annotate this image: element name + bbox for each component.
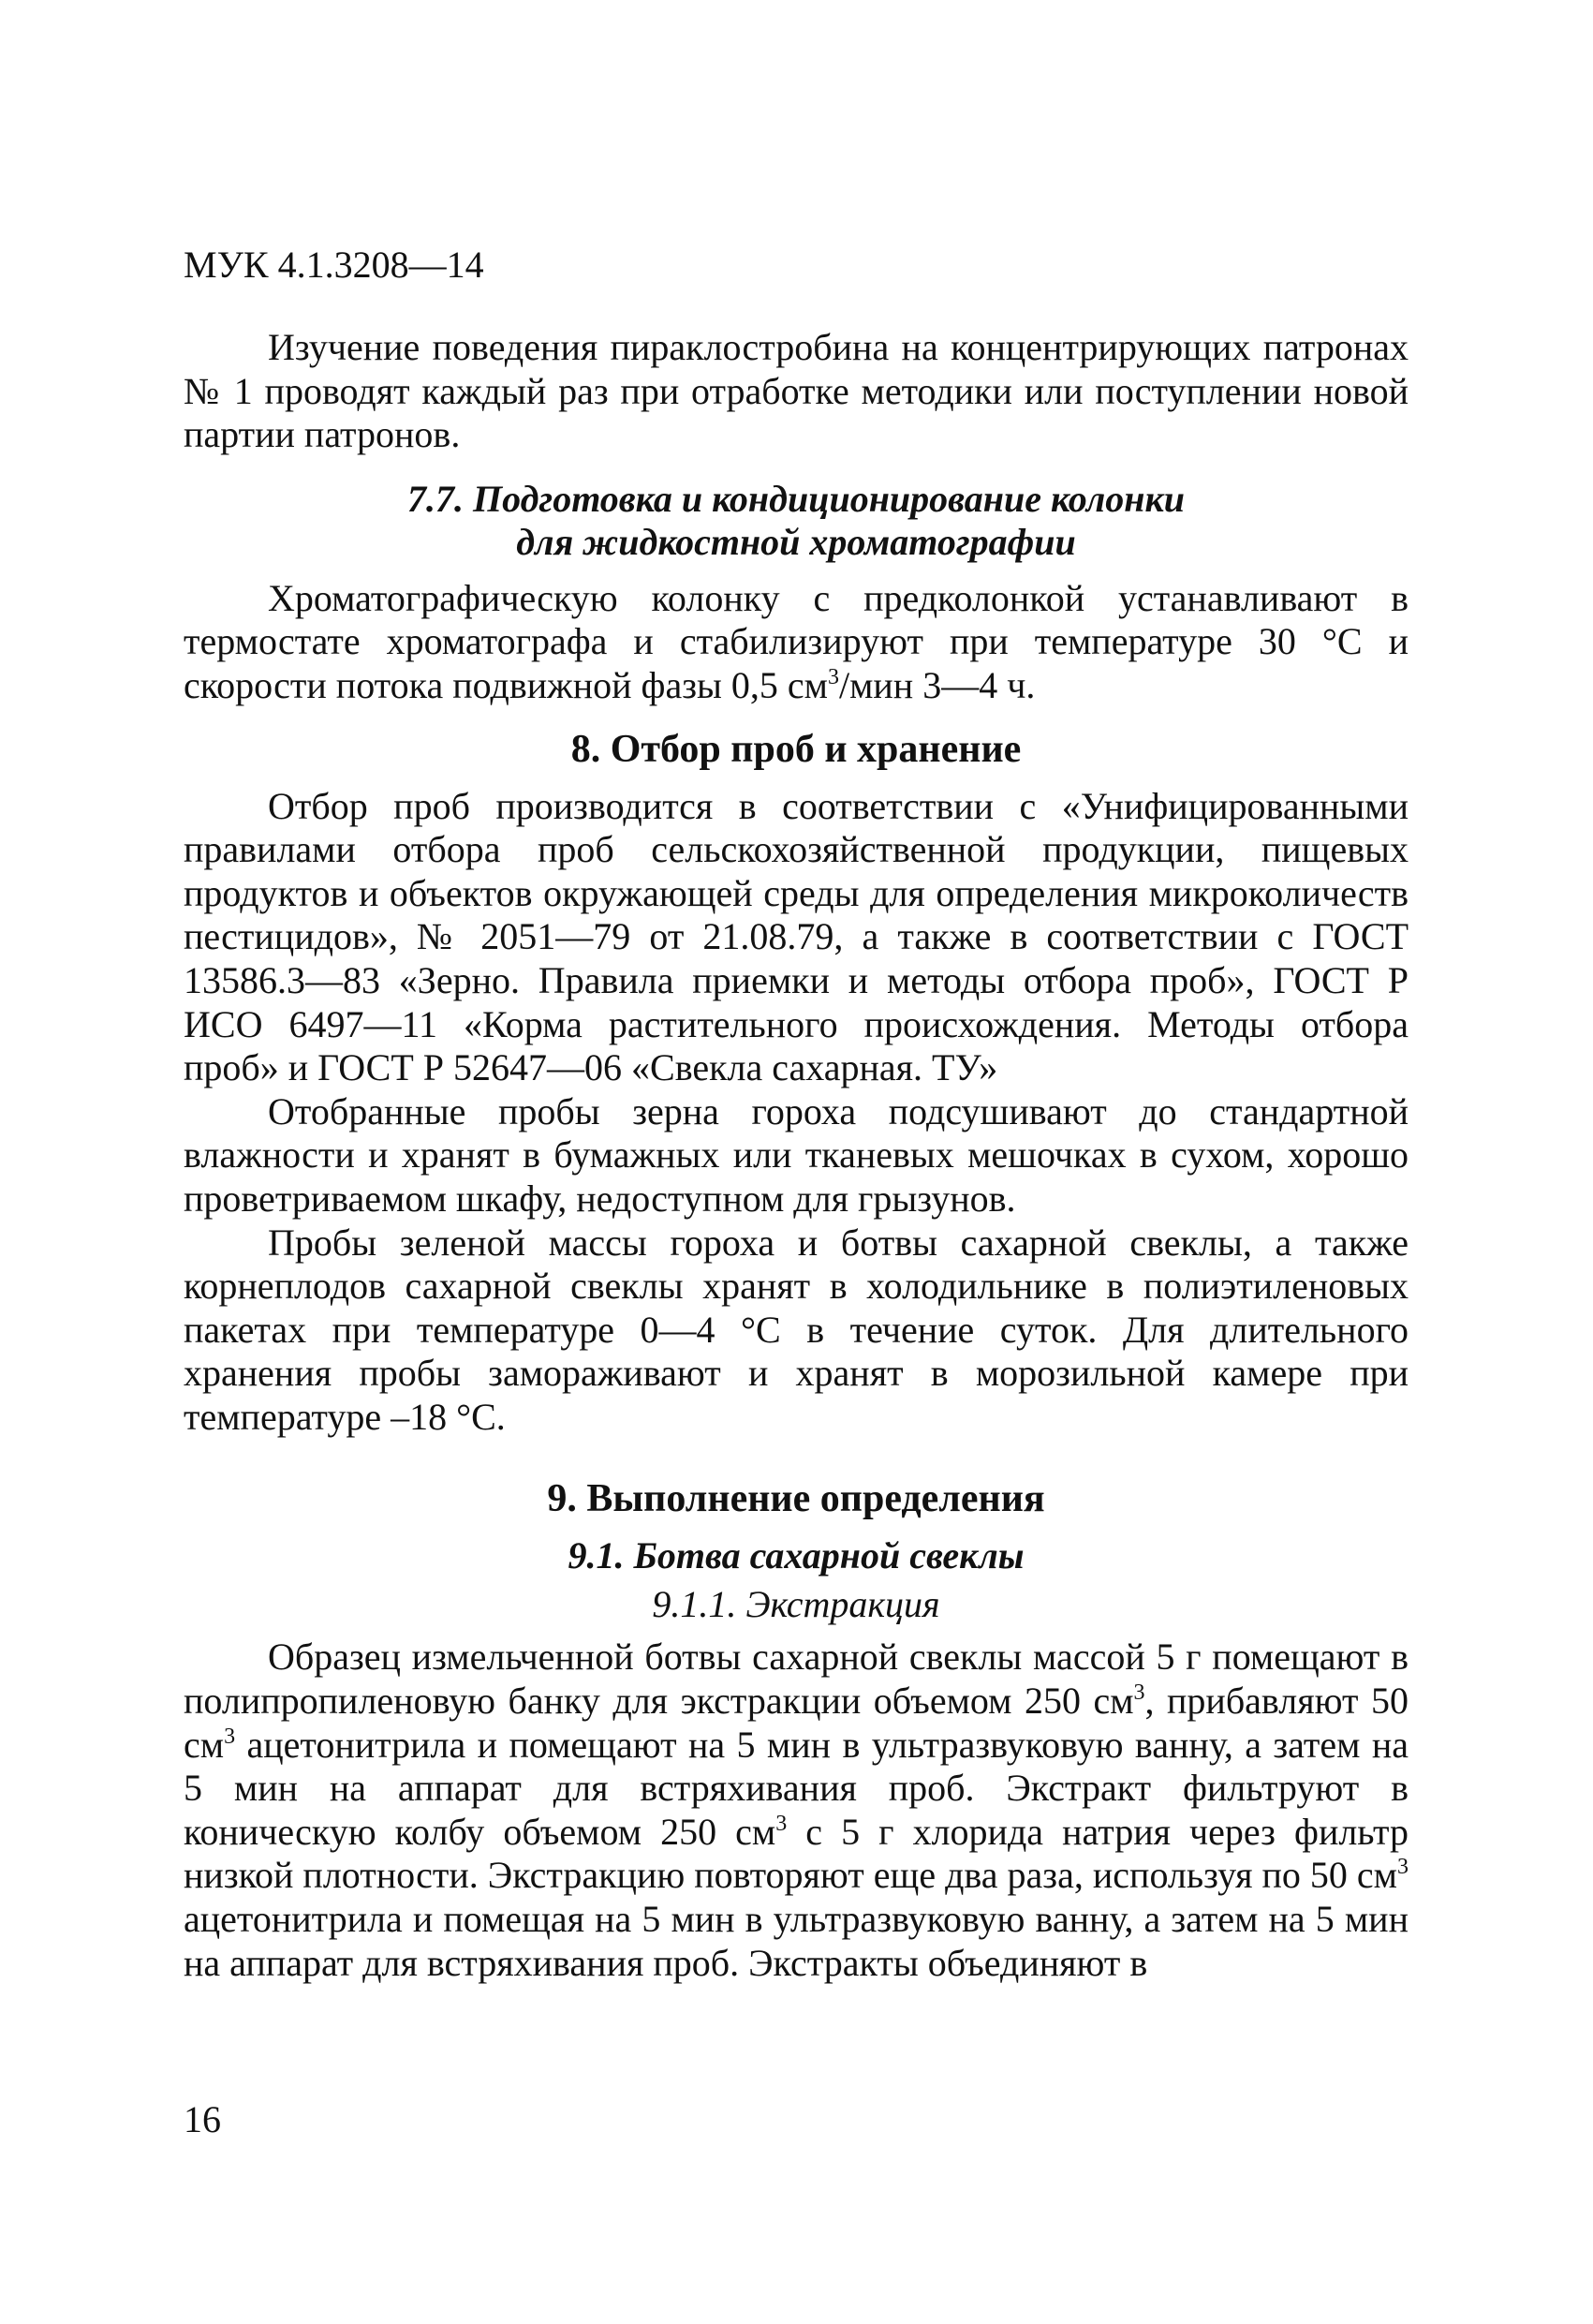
text-run: с 5 г хлорида натрия через фильтр низкой плотности. Экстракцию повторяют еще два раза, используя по 50 см xyxy=(184,1810,1409,1897)
text-run: , прибавляют 50 см xyxy=(184,1680,1409,1766)
heading-7-7-line-1: 7.7. Подготовка и кондиционирование колонки xyxy=(407,477,1185,520)
paragraph-extraction xyxy=(184,1636,1409,1985)
heading-7-7 xyxy=(184,478,1409,564)
heading-9-1: 9.1. Ботва сахарной свеклы xyxy=(568,1534,1025,1577)
paragraph-pea-grain-storage: Отобранные пробы зерна гороха подсушивают до стандартной влажности и хранят в бумажных или тканевых мешочках в сухом, хорошо проветриваемом шкафу, недоступном для грызунов. xyxy=(184,1089,1409,1220)
document-code: МУК 4.1.3208—14 xyxy=(184,244,484,286)
text-run: Образец измельченной ботвы сахарной свеклы массой 5 г помещают в полипропиленовую банку для экстракции объемом 250 см xyxy=(184,1636,1409,1723)
heading-7-7-line-2: для жидкостной хроматографии xyxy=(516,520,1076,563)
text-run: ацетонитрила и помещают на 5 мин в ультразвуковую ванну, а затем на 5 мин на аппарат для встряхивания проб. Экстракт фильтруют в коническую колбу объемом 250 см xyxy=(184,1723,1409,1853)
paragraph-sampling-rules: Отбор проб производится в соответствии с «Унифицированными правилами отбора проб сельскохозяйственной продукции, пищевых продуктов и объектов окружающей среды для определения микроколичеств пестицидов», № 2051—79 от 21.08.79, а также в соответствии с ГОСТ 13586.3—83 «Зерно. Правила приемки и методы отбора проб», ГОСТ Р ИСО 6497—11 «Корма растительного происхождения. Методы отбора проб» и ГОСТ Р 52647—06 «Свекла сахарная. ТУ» xyxy=(184,784,1409,1089)
superscript-3: 3 xyxy=(775,1811,788,1836)
document-page xyxy=(184,242,1409,1985)
heading-9: 9. Выполнение определения xyxy=(547,1477,1045,1521)
paragraph-column-conditioning xyxy=(184,577,1409,708)
superscript-3: 3 xyxy=(827,664,839,689)
superscript-3: 3 xyxy=(224,1724,236,1749)
text-run: Хроматографическую колонку с предколонкой устанавливают в термостате хроматографа и стабилизируют при температуре 30 °С и скорости потока подвижной фазы 0,5 см xyxy=(184,576,1409,706)
heading-8: 8. Отбор проб и хранение xyxy=(570,727,1022,771)
superscript-3: 3 xyxy=(1133,1680,1145,1706)
paragraph-cartridge-study: Изучение поведения пираклостробина на концентрирующих патронах № 1 проводят каждый раз при отработке методики или поступлении новой партии патронов. xyxy=(184,326,1409,456)
text-run: /мин 3—4 ч. xyxy=(838,663,1036,706)
superscript-3: 3 xyxy=(1397,1855,1409,1880)
text-run: ацетонитрила и помещая на 5 мин в ультразвуковую ванну, а затем на 5 мин на аппарат для встряхивания проб. Экстракты объединяют в xyxy=(184,1898,1409,1984)
paragraph-green-mass-storage: Пробы зеленой массы гороха и ботвы сахарной свеклы, а также корнеплодов сахарной свеклы хранят в холодильнике в полиэтиленовых пакетах при температуре 0—4 °С в течение суток. Для длительного хранения пробы замораживают и хранят в морозильной камере при температуре –18 °С. xyxy=(184,1221,1409,1438)
page-number: 16 xyxy=(184,2098,221,2140)
heading-9-1-1: 9.1.1. Экстракция xyxy=(652,1583,940,1626)
